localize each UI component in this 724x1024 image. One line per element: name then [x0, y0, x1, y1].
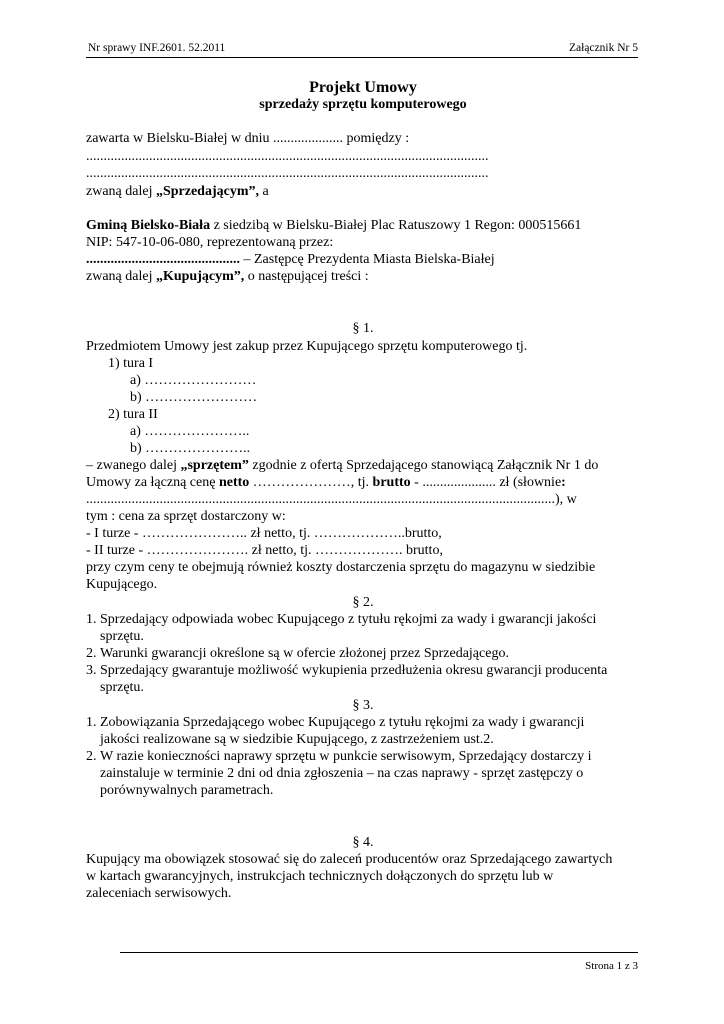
equipment-line	[86, 457, 640, 474]
section-2-item-3: Sprzedający gwarantuje możliwość wykupienia przedłużenia okresu gwarancji producenta	[100, 663, 608, 678]
seller-dots-line: ...................................................................................................................	[86, 166, 489, 181]
netto-term: netto	[218, 475, 250, 490]
section-3-item-1-cont: jakości realizowane są w siedzibie Kupującego, z zastrzeżeniem ust.2.	[100, 732, 494, 747]
buyer-called-line	[86, 268, 640, 285]
seller-called-line	[86, 183, 640, 200]
text: zgodnie z ofertą Sprzedającego stanowiącą Załącznik Nr 1 do	[248, 458, 599, 473]
contract-date-line: zawarta w Bielsku-Białej w dniu .................... pomiędzy :	[86, 131, 410, 146]
price-words-line: ......................................................................................................................................), w	[86, 492, 577, 507]
section-4-heading: § 4.	[352, 835, 374, 850]
section-4-line-1: Kupujący ma obowiązek stosować się do zaleceń producentów oraz Sprzedającego zawartych	[86, 852, 613, 867]
text: Umowy za łączną cenę	[86, 475, 219, 490]
tura-2: 2) tura II	[108, 407, 158, 422]
text: o następującej treści :	[244, 269, 369, 284]
colon: :	[561, 475, 566, 490]
tura-2-item-a: a) …………………..	[130, 424, 250, 439]
delivery-cost-line: przy czym ceny te obejmują również koszty dostarczenia sprzętu do magazynu w siedzibie	[86, 560, 596, 575]
buyer-name: Gminą Bielsko-Biała	[86, 218, 211, 233]
price-tura-1: - I turze - ………………….. zł netto, tj. ………………..brutto,	[86, 526, 442, 541]
section-3-item-2: W razie konieczności naprawy sprzętu w punkcie serwisowym, Sprzedający dostarczy i	[100, 749, 592, 764]
section-2-item-1-cont: sprzętu.	[100, 629, 144, 644]
representative-line	[86, 251, 640, 268]
buyer-address: z siedzibą w Bielsku-Białej Plac Ratuszowy 1 Regon: 000515661	[210, 218, 582, 233]
text: zwaną dalej	[86, 269, 156, 284]
section-3-item-2-end: porównywalnych parametrach.	[100, 783, 274, 798]
brutto-term: brutto	[372, 475, 411, 490]
section-2-heading: § 2.	[352, 595, 374, 610]
buyer-term: „Kupującym”,	[155, 269, 245, 284]
seller-term: „Sprzedającym”,	[155, 184, 260, 199]
buyer-nip: NIP: 547-10-06-080, reprezentowaną przez:	[86, 235, 334, 250]
case-number: Nr sprawy INF.2601. 52.2011	[88, 42, 226, 54]
text: a	[259, 184, 269, 199]
item-number: 2.	[86, 749, 97, 764]
section-3-item-1: Zobowiązania Sprzedającego wobec Kupującego z tytułu rękojmi za wady i gwarancji	[100, 715, 585, 730]
attachment-label: Załącznik Nr 5	[569, 42, 638, 54]
text: zwaną dalej	[86, 184, 156, 199]
price-tura-2: - II turze - …………………. zł netto, tj. ………………. brutto,	[86, 543, 443, 558]
buyer-line	[86, 217, 640, 234]
section-1-heading: § 1.	[352, 321, 374, 336]
section-4-line-3: zaleceniach serwisowych.	[86, 886, 232, 901]
section-4-line-2: w kartach gwarancyjnych, instrukcjach technicznych dołączonych do sprzętu lub w	[86, 869, 554, 884]
section-2-item-1: Sprzedający odpowiada wobec Kupującego z tytułu rękojmi za wady i gwarancji jakości	[100, 612, 597, 627]
tura-2-item-b: b) …………………..	[130, 441, 251, 456]
tura-1-item-b: b) ……………………	[130, 390, 258, 405]
text: - ..................... zł (słownie	[410, 475, 562, 490]
section-3-item-2-cont: zainstaluje w terminie 2 dni od dnia zgłoszenia – na czas naprawy - sprzęt zastępczy o	[100, 766, 584, 781]
price-breakdown-intro: tym : cena za sprzęt dostarczony w:	[86, 509, 286, 524]
item-number: 1.	[86, 715, 97, 730]
text: …………………, tj.	[249, 475, 373, 490]
section-3-heading: § 3.	[352, 698, 374, 713]
delivery-cost-line-end: Kupującego.	[86, 577, 158, 592]
document-title: Projekt Umowy	[309, 79, 417, 96]
price-line	[86, 474, 640, 491]
document-subtitle: sprzedaży sprzętu komputerowego	[259, 97, 467, 112]
item-number: 2.	[86, 646, 97, 661]
equipment-term: „sprzętem”	[180, 458, 249, 473]
section-2-item-3-cont: sprzętu.	[100, 680, 144, 695]
page-number: Strona 1 z 3	[585, 960, 638, 972]
tura-1-item-a: a) ……………………	[130, 373, 257, 388]
section-1-intro: Przedmiotem Umowy jest zakup przez Kupującego sprzętu komputerowego tj.	[86, 339, 528, 354]
footer-divider	[120, 952, 638, 953]
seller-dots-line: ...................................................................................................................	[86, 149, 489, 164]
text: – zwanego dalej	[86, 458, 181, 473]
rep-text: – Zastępcę Prezydenta Miasta Bielska-Białej	[240, 252, 495, 267]
rep-dots: ............................................	[86, 252, 240, 267]
item-number: 1.	[86, 612, 97, 627]
header-divider	[86, 57, 638, 58]
tura-1: 1) tura I	[108, 356, 154, 371]
section-2-item-2: Warunki gwarancji określone są w ofercie złożonej przez Sprzedającego.	[100, 646, 509, 661]
item-number: 3.	[86, 663, 97, 678]
